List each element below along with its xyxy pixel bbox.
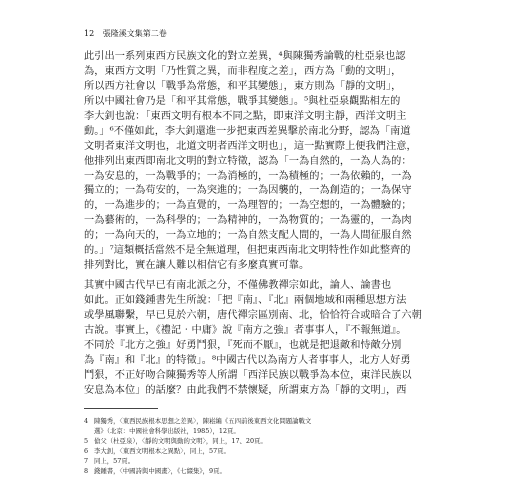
body-line: 鬥狠，不正好吻合陳獨秀等人所謂「西洋民族以戰爭為本位，東洋民族以 [84, 369, 412, 381]
body-line: 不同於『北方之強』好勇鬥狠，『死而不厭』，也就是把退敵和恃敵分別 [84, 339, 402, 351]
footnote-text: 錢鍾書，〈中國詩與中國畫〉，《七綴集》，9頁。 [94, 467, 226, 475]
footnote-separator [84, 408, 158, 409]
footnote-number: 7 [84, 457, 89, 465]
body-line: 的；一為向天的，一為立地的；一為自然支配人間的，一為人間征服自然 [84, 230, 412, 242]
book-title: 張隆溪文集第二卷 [102, 29, 167, 38]
body-line: 文明者東洋文明也，北道文明者西洋文明也」，這一點實際上便我們注意， [84, 140, 417, 152]
body-line: 所以西方社會以「戰爭為常態，和平其變態」，東方則為「靜的文明」， [84, 80, 402, 92]
footnote [84, 456, 444, 466]
footnote [84, 446, 444, 456]
footnote-number: 4 [84, 417, 89, 425]
body-line: 的。」⁷這類概括當然不是全無道理，但把東西南北文明特性作如此整齊的 [84, 245, 411, 257]
footnote-number: 6 [84, 447, 89, 455]
body-line: 為，東西方文明「乃性質之異，而非程度之差」，西方為「動的文明」， [84, 65, 402, 77]
body-line: 如此。正如錢鍾書先生所說：「把『南』、『北』兩個地域和兩種思想方法 [84, 295, 407, 306]
footnote-text: 同上，57頁。 [94, 457, 135, 465]
footnote-number: 8 [84, 467, 89, 475]
footnote-continuation: 選》（北京：中國社會科學出版社，1985），12頁。 [94, 427, 240, 435]
page-number: 12 [84, 29, 95, 38]
body-line: 他排列出東西即南北文明的對立特徵，認為「一為自然的，一為人為的： [84, 155, 412, 167]
body-line: 獨立的；一為苟安的，一為突進的；一為因襲的，一為創造的；一為保守 [84, 185, 412, 197]
footnote [84, 436, 444, 446]
body-line: 一為安息的，一為戰爭的；一為消極的，一為積極的；一為依賴的，一為 [84, 170, 412, 182]
body-line: 或學風聯繫，早已見於六朝，唐代禪宗區別南、北，恰恰符合或暗合了六朝 [84, 309, 422, 321]
body-line: 李大釗也說：「東西文明有根本不同之點，即東洋文明主靜，西洋文明主 [84, 110, 407, 122]
body-line: 此引出一系列東西方民族文化的對立差異，⁴與陳獨秀論戰的杜亞泉也認 [84, 51, 406, 62]
footnote-text: 陳獨秀，〈東西民族根本思想之差異〉，陳崧編《五四前後東西文化問題論戰文 [94, 417, 312, 425]
footnotes [84, 416, 444, 476]
footnote [84, 466, 444, 476]
footnote-text: 傖父（杜亞泉），〈靜的文明與動的文明〉，同上，17、20頁。 [94, 437, 267, 445]
body-text [84, 50, 444, 399]
body-line: 一為藝術的，一為科學的；一為精神的，一為物質的；一為靈的，一為肉 [84, 215, 412, 227]
body-line: 所以中國社會乃是「和平其常態，戰爭其變態」。⁵與杜亞泉觀點相左的 [84, 95, 401, 107]
body-line: 的，一為進步的；一為直覺的，一為理智的；一為空想的，一為體驗的； [84, 200, 412, 212]
footnote-number: 5 [84, 437, 89, 445]
body-line: 古說。事實上，《禮記‧中庸》說『南方之強』者事事人，『不報無道』。 [84, 324, 407, 336]
body-line: 為『南』和『北』的特徵」。⁸中國古代以為南方人者事事人，北方人好勇 [84, 354, 411, 366]
body-line: 安息為本位」的話麼？由此我們不禁懷疑，所謂東方為「靜的文明」，西 [84, 384, 407, 396]
footnote-text: 李大釗，〈東西文明根本之異點〉，同上，57頁。 [94, 447, 230, 455]
running-header [84, 27, 444, 41]
body-line: 動。」⁶不僅如此，李大釗還進一步把東西差異擊於南北分野，認為「南道 [84, 125, 411, 137]
body-line: 其實中國古代早已有南北派之分，不僅佛教禪宗如此，論人、論書也 [84, 280, 392, 292]
footnote [84, 416, 444, 426]
body-line: 排列對比，實在讓人難以相信它有多麼真實可靠。 [84, 260, 310, 272]
